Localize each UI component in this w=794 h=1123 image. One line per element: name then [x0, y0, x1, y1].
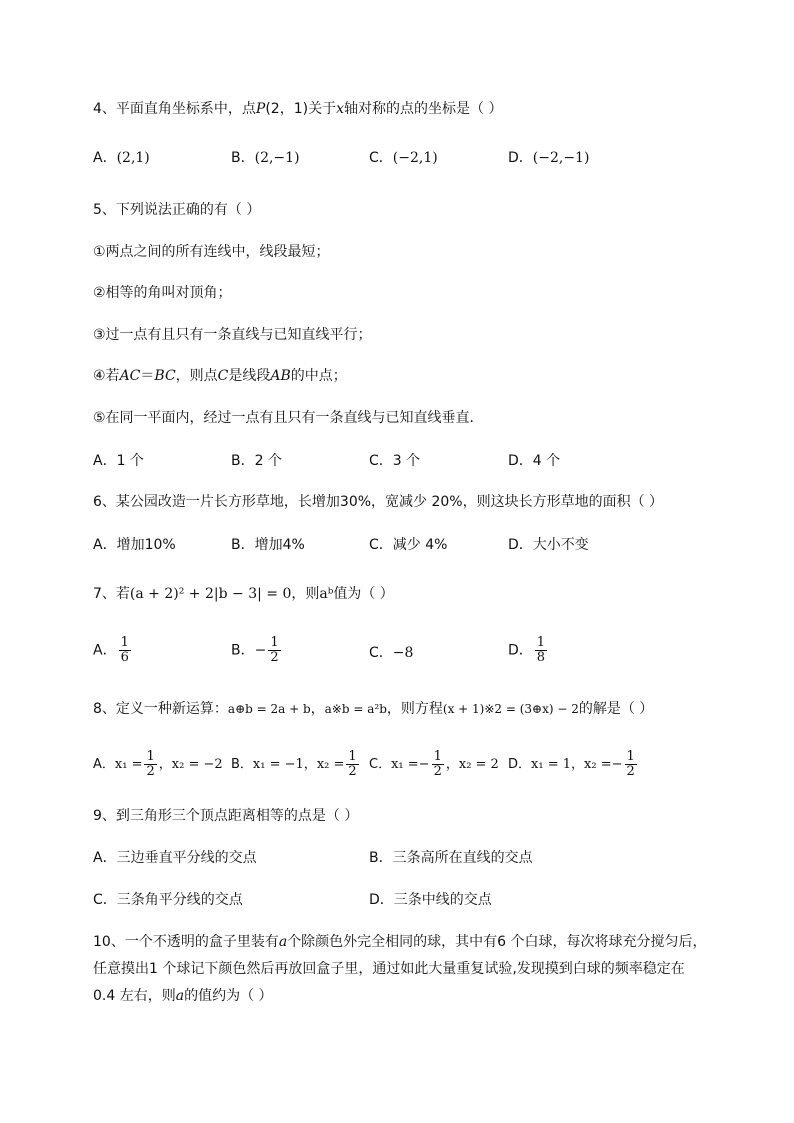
option-value: 2 个: [254, 453, 282, 469]
option-value: (−2,1): [392, 150, 438, 166]
q8-stem-text: 的解是（ ）: [578, 701, 654, 717]
q5-option-b[interactable]: [231, 451, 282, 471]
q7-option-a[interactable]: [93, 636, 133, 665]
option-value: 4 个: [532, 453, 561, 469]
option-label: C．: [369, 150, 393, 166]
q6-option-c[interactable]: [369, 535, 447, 555]
fraction: [268, 636, 280, 665]
option-label: C．: [369, 537, 393, 553]
q8-definition-2: a※b = a²b: [324, 702, 387, 716]
option-value: 增加4%: [254, 537, 305, 553]
option-value: 三条高所在直线的交点: [392, 850, 533, 866]
q10-text: 的值约为（ ）: [184, 988, 273, 1004]
x-variable: x: [336, 101, 344, 117]
q8-equation: (x + 1)※2 = (3⊕x) − 2: [442, 702, 579, 716]
x1: x₁ =: [114, 757, 143, 772]
q6-option-d[interactable]: [508, 535, 589, 555]
q5-item-5: ⑤在同一平面内，经过一点有且只有一条直线与已知直线垂直．: [93, 410, 484, 426]
option-label: B．: [231, 453, 255, 469]
option-label: A．: [93, 453, 117, 469]
numerator: 1: [626, 749, 635, 764]
q8-stem-text: 8、定义一种新运算：: [93, 701, 228, 717]
option-label: A．: [93, 850, 117, 866]
option-label: B．: [231, 150, 255, 166]
q10-text: 个除颜色外完全相同的球，其中有6 个白球，每次将球充分搅匀后，: [287, 934, 707, 950]
q9-option-a[interactable]: [93, 848, 257, 868]
q4-stem-text: (2，1)关于: [265, 101, 337, 117]
q5-item-3: ③过一点有且只有一条直线与已知直线平行；: [93, 327, 372, 343]
q9-option-d[interactable]: [369, 890, 492, 910]
q6-option-b[interactable]: [231, 535, 305, 555]
option-label: D．: [508, 642, 533, 659]
q8-option-b[interactable]: B．x₁ = −1，x₂ = $\frac{1}{2}$: [231, 749, 357, 779]
x1: x₁ =: [391, 757, 419, 772]
numerator: 1: [433, 749, 442, 764]
option-value: 3 个: [392, 453, 421, 469]
option-value: 三边垂直平分线的交点: [116, 850, 257, 866]
q7-expression: (a + 2)² + 2|b − 3| = 0: [129, 586, 292, 602]
option-value: 减少 4%: [392, 537, 448, 553]
denominator: 2: [270, 650, 279, 665]
fraction: [432, 750, 444, 779]
q9-option-c[interactable]: [93, 890, 243, 910]
equals-sign: ＝: [140, 368, 155, 384]
numerator: 1: [270, 635, 279, 650]
q5-item4-text: 是线段: [228, 368, 271, 384]
q6-option-a[interactable]: [93, 535, 176, 555]
option-value: (−2,−1): [532, 150, 590, 166]
question-10-line-2: 任意摸出1 个球记下颜色然后再放回盒子里，通过如此大量重复试验,发现摸到白球的频率稳定在: [93, 961, 685, 977]
q7-option-b[interactable]: [231, 636, 283, 665]
fraction: [346, 750, 358, 779]
q7-option-c[interactable]: [369, 643, 413, 663]
x1: x₁ = 1: [531, 757, 571, 772]
q4-option-d[interactable]: [508, 148, 589, 168]
q8-option-d[interactable]: D．x₁ = 1，x₂ =− $\frac{1}{2}$: [508, 749, 635, 779]
denominator: 2: [146, 764, 155, 779]
option-label: B．: [231, 757, 253, 772]
x2: x₂ =: [316, 757, 345, 772]
option-label: D．: [369, 892, 394, 908]
x2: x₂ = 2: [458, 757, 499, 772]
denominator: 2: [433, 764, 442, 779]
q4-stem-text: 4、平面直角坐标系中，点: [93, 101, 256, 117]
q10-text: 10、一个不透明的盒子里装有: [93, 934, 279, 950]
x2: x₂ = −2: [171, 757, 223, 772]
question-10-line-1: [93, 932, 707, 952]
fraction: [144, 750, 156, 779]
sign: −: [254, 642, 267, 659]
option-label: A．: [93, 150, 117, 166]
option-value: 增加10%: [116, 537, 176, 553]
option-label: B．: [369, 850, 393, 866]
option-label: C．: [369, 645, 393, 661]
option-value: 三条中线的交点: [393, 892, 492, 908]
q7-stem-text: ，则: [291, 586, 320, 602]
option-label: A．: [93, 642, 117, 659]
q5-item4-text: 的中点；: [290, 368, 347, 384]
option-label: A．: [93, 757, 115, 772]
point-c: C: [217, 368, 229, 384]
option-value: (2,−1): [254, 150, 300, 166]
option-label: D．: [508, 453, 533, 469]
denominator: 6: [120, 650, 129, 665]
question-6-stem: 6、某公园改造一片长方形草地，长增加30%，宽减少 20%，则这块长方形草地的面积（ ）: [93, 494, 664, 510]
q8-separator: ，: [310, 701, 325, 717]
fraction: [535, 636, 547, 665]
q5-item4-text: ④若: [93, 368, 120, 384]
sign: −: [418, 757, 430, 772]
fraction: [625, 750, 637, 779]
denominator: 8: [536, 650, 546, 665]
q4-option-b[interactable]: [231, 148, 300, 168]
variable-a: a: [175, 988, 185, 1004]
q5-option-a[interactable]: [93, 451, 144, 471]
option-label: D．: [508, 757, 532, 772]
numerator: 1: [120, 635, 129, 650]
numerator: 1: [536, 635, 546, 650]
fraction: [119, 636, 131, 665]
question-5-stem: 5、下列说法正确的有（ ）: [93, 202, 261, 218]
q4-stem-text: 轴对称的点的坐标是（ ）: [344, 101, 503, 117]
q5-option-d[interactable]: [508, 451, 560, 471]
option-value: −8: [392, 645, 414, 661]
option-label: C．: [93, 892, 117, 908]
segment-ac: AC: [119, 368, 141, 384]
option-label: D．: [508, 150, 533, 166]
option-label: A．: [93, 537, 117, 553]
q8-option-c[interactable]: C．x₁ =− $\frac{1}{2}$ ，x₂ = 2: [369, 749, 499, 779]
option-value: (2,1): [116, 150, 150, 166]
q8-stem-text: ，则方程: [386, 701, 443, 717]
question-8-stem: [93, 699, 653, 719]
q5-item4-text: ，则点: [175, 368, 218, 384]
q7-power: aᵇ: [319, 586, 334, 602]
question-9-stem: 9、到三角形三个顶点距离相等的点是（ ）: [93, 808, 359, 824]
point-p: P: [255, 101, 266, 117]
option-label: C．: [369, 453, 393, 469]
question-4-stem: [93, 99, 502, 119]
option-label: B．: [231, 537, 255, 553]
q7-option-d[interactable]: [508, 636, 549, 665]
question-7-stem: [93, 584, 394, 604]
segment-ab: AB: [270, 368, 291, 384]
segment-bc: BC: [154, 368, 176, 384]
q7-stem-text: 7、若: [93, 586, 130, 602]
option-label: B．: [231, 642, 255, 659]
option-label: C．: [369, 757, 392, 772]
q5-option-c[interactable]: [369, 451, 420, 471]
sign: −: [611, 757, 623, 772]
option-value: 1 个: [116, 453, 144, 469]
q5-item-1: ①两点之间的所有连线中，线段最短；: [93, 244, 330, 260]
q7-stem-text: 值为（ ）: [333, 586, 394, 602]
denominator: 2: [348, 764, 357, 779]
x2: x₂ =: [584, 757, 612, 772]
q4-option-c[interactable]: [369, 148, 438, 168]
numerator: 1: [348, 749, 357, 764]
x1: x₁ = −1: [252, 757, 304, 772]
q10-text: 0.4 左右，则: [93, 988, 176, 1004]
denominator: 2: [626, 764, 635, 779]
q8-option-a[interactable]: A．x₁ = $\frac{1}{2}$ ，x₂ = −2: [93, 749, 223, 779]
option-label: D．: [508, 537, 533, 553]
option-value: 大小不变: [532, 537, 589, 553]
q5-item-2: ②相等的角叫对顶角；: [93, 285, 232, 301]
q8-definition-1: a⊕b = 2a + b: [227, 702, 311, 716]
q9-option-b[interactable]: [369, 848, 533, 868]
variable-a: a: [278, 934, 288, 950]
q4-option-a[interactable]: [93, 148, 150, 168]
option-value: 三条角平分线的交点: [116, 892, 243, 908]
q5-item-4: [93, 366, 347, 386]
numerator: 1: [146, 749, 155, 764]
question-10-line-3: [93, 986, 273, 1006]
